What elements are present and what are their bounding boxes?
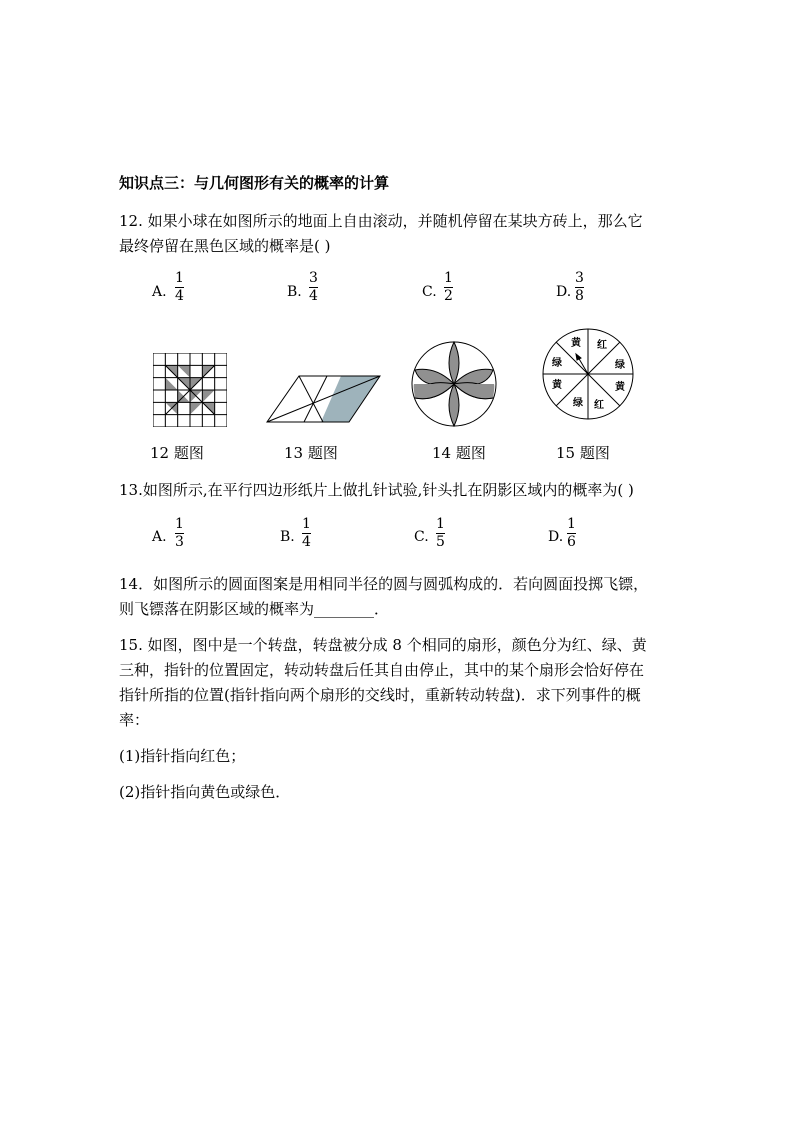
- q12-option-d-fraction: [574, 271, 585, 304]
- q15-line1: 15. 如图，图中是一个转盘，转盘被分成 8 个相同的扇形，颜色分为红、绿、黄: [119, 636, 647, 654]
- fraction-numerator: 1: [567, 516, 576, 532]
- q13-option-c-label: C.: [414, 529, 429, 545]
- q12-option-c-label: C.: [422, 284, 437, 300]
- q13-option-b-label: B.: [280, 529, 295, 545]
- q12-option-a-fraction: [174, 271, 185, 304]
- fraction-numerator: 1: [302, 516, 311, 532]
- figure-12-tiles: [153, 353, 227, 427]
- figure-15-spinner: [540, 326, 636, 422]
- fraction-denominator: 5: [436, 534, 445, 550]
- spinner-sector-label: 黄: [571, 338, 581, 349]
- q15-part2: (2)指针指向黄色或绿色．: [119, 783, 291, 801]
- spinner-sector-label: 黄: [552, 380, 562, 391]
- q12-line1: 12. 如果小球在如图所示的地面上自由滚动，并随机停留在某块方砖上，那么它: [119, 212, 643, 230]
- spinner-sector-label: 红: [594, 400, 604, 411]
- q12-line2: 最终停留在黑色区域的概率是( ): [119, 237, 331, 255]
- figure-14-caption: 14 题图: [432, 444, 486, 462]
- spinner-sector-label: 绿: [615, 360, 625, 371]
- q13-option-c-fraction: [435, 517, 446, 550]
- q12-option-b-fraction: [308, 271, 319, 304]
- q15-line3: 指针所指的位置(指针指向两个扇形的交线时，重新转动转盘)．求下列事件的概: [119, 686, 641, 704]
- figure-13-parallelogram: [265, 373, 381, 425]
- q12-option-b-label: B.: [287, 284, 302, 300]
- fraction-denominator: 3: [175, 534, 184, 550]
- q13-option-a-label: A.: [152, 529, 167, 545]
- figure-14-circle-pattern: [410, 340, 498, 428]
- fraction-denominator: 8: [575, 288, 584, 304]
- fraction-numerator: 1: [436, 516, 445, 532]
- q12-option-c-fraction: [443, 271, 454, 304]
- fraction-denominator: 2: [444, 288, 453, 304]
- spinner-sector-label: 红: [597, 340, 607, 351]
- q14-line2: 则飞镖落在阴影区域的概率为________．: [119, 600, 390, 618]
- section-heading: 知识点三：与几何图形有关的概率的计算: [119, 174, 390, 192]
- q12-option-d-label: D.: [556, 284, 572, 300]
- spinner-sector-label: 绿: [573, 398, 583, 409]
- spinner-sector-label: 绿: [552, 358, 562, 369]
- q13-option-b-fraction: [301, 517, 312, 550]
- fraction-numerator: 1: [444, 270, 453, 286]
- q15-line4: 率：: [119, 711, 150, 729]
- q13-line1: 13.如图所示,在平行四边形纸片上做扎针试验,针头扎在阴影区域内的概率为( ): [119, 481, 634, 499]
- fraction-denominator: 4: [175, 288, 184, 304]
- figure-13-caption: 13 题图: [284, 444, 338, 462]
- fraction-numerator: 1: [175, 270, 184, 286]
- q15-line2: 三种，指针的位置固定，转动转盘后任其自由停止，其中的某个扇形会恰好停在: [119, 661, 645, 679]
- figure-12-caption: 12 题图: [150, 444, 204, 462]
- q12-option-a-label: A.: [152, 284, 167, 300]
- q13-option-d-fraction: [566, 517, 577, 550]
- q13-option-d-label: D.: [548, 529, 564, 545]
- fraction-denominator: 4: [302, 534, 311, 550]
- fraction-denominator: 4: [309, 288, 318, 304]
- q15-part1: (1)指针指向红色；: [119, 747, 246, 765]
- fraction-numerator: 3: [575, 270, 584, 286]
- spinner-sector-label: 黄: [615, 382, 625, 393]
- q13-option-a-fraction: [174, 517, 185, 550]
- fraction-denominator: 6: [567, 534, 576, 550]
- fraction-numerator: 3: [309, 270, 318, 286]
- fraction-numerator: 1: [175, 516, 184, 532]
- figure-15-caption: 15 题图: [556, 444, 610, 462]
- q14-line1: 14．如图所示的圆面图案是用相同半径的圆与圆弧构成的．若向圆面投掷飞镖，: [119, 575, 649, 593]
